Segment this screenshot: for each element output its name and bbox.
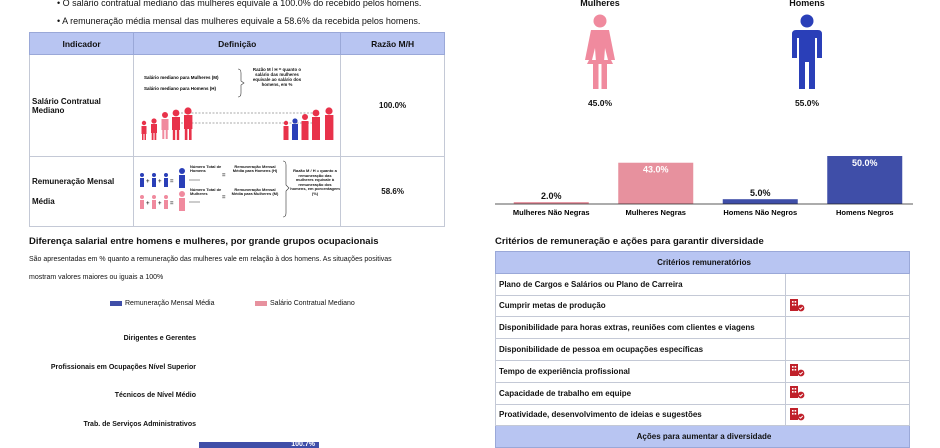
women-percent: 45.0% — [587, 98, 613, 108]
criteria-row — [496, 404, 910, 426]
brace-icon — [283, 161, 289, 217]
svg-text:=: = — [170, 179, 174, 185]
def-women-text: Salário mediano para Mulheres (M) — [144, 75, 219, 80]
criteria-mark — [786, 339, 910, 361]
legend-remuneration — [110, 300, 215, 307]
actions-header: Ações para aumentar a diversidade — [496, 426, 910, 448]
def-rem-women: Remuneração Mensal Média para Mulheres (M) — [231, 188, 279, 197]
partial-bar — [199, 442, 319, 448]
header-definition: Definição — [134, 33, 341, 55]
man-icon — [790, 14, 824, 90]
building-check-icon — [789, 363, 805, 377]
def-men-text: Salário mediano para Homens (H) — [144, 86, 217, 91]
criteria-mark — [786, 382, 910, 404]
women-people-icon — [142, 107, 193, 140]
definition-salary — [134, 55, 341, 157]
header-indicator: Indicador — [30, 33, 134, 55]
bar-value-label: 43.0% — [642, 164, 669, 175]
legend-swatch-pink — [255, 301, 267, 306]
criteria-label: Disponibilidade de pessoa em ocupações específicas — [496, 339, 786, 361]
occupational-desc-2: mostram valores maiores ou iguais a 100% — [29, 274, 164, 281]
indicator-remuneration-line1: Remuneração Mensal — [32, 176, 115, 186]
svg-text:=: = — [222, 173, 226, 179]
def-num-men: Número Total de Homens — [190, 165, 222, 174]
bar-category-label: Mulheres Negras — [625, 208, 686, 217]
building-check-icon — [789, 385, 805, 399]
svg-text:=: = — [222, 195, 226, 201]
indicator-remuneration — [30, 157, 134, 227]
women-label: Mulheres — [580, 0, 620, 8]
legend-swatch-blue — [110, 301, 122, 306]
criteria-mark — [786, 404, 910, 426]
svg-text:=: = — [170, 201, 174, 207]
definition-remuneration — [134, 157, 341, 227]
partial-bar-label: 100.7% — [291, 441, 315, 448]
brace-icon — [238, 69, 244, 97]
woman-icon — [583, 14, 617, 90]
criteria-row — [496, 382, 910, 404]
criteria-label: Proatividade, desenvolvimento de ideias e sugestões — [496, 404, 786, 426]
bar-value-label: 5.0% — [749, 188, 771, 199]
bar-2 — [723, 199, 798, 204]
building-check-icon — [789, 407, 805, 421]
salary-definition-illustration — [134, 55, 340, 154]
bar-category-label: Homens Não Negros — [723, 208, 798, 217]
legend-salary — [255, 300, 355, 307]
occupational-title: Diferença salarial entre homens e mulheres, por grande grupos ocupacionais — [29, 236, 379, 247]
bar-category-label: Homens Negros — [835, 208, 894, 217]
ratio-salary: 100.0% — [341, 55, 445, 157]
indicator-table — [29, 32, 445, 227]
criteria-row — [496, 360, 910, 382]
group-profissionais: Profissionais em Ocupações Nível Superior — [50, 364, 196, 371]
criteria-label: Tempo de experiência profissional — [496, 360, 786, 382]
men-people-icon — [284, 107, 334, 140]
bullet-salary: • O salário contratual mediano das mulheres equivale a 100.0% do recebido pelos homens. — [57, 0, 422, 8]
men-sum-icon — [140, 168, 185, 188]
criteria-row — [496, 273, 910, 295]
women-sum-icon — [140, 191, 185, 211]
def-rem-men: Remuneração Mensal Média para Homens (H) — [232, 165, 278, 174]
def-ratio-remuneration: Razão M / H = quanto a remuneração das mulheres equivale à remuneração dos homens, em porcentagem (%) — [290, 169, 340, 196]
criteria-title: Critérios de remuneração e ações para garantir diversidade — [495, 236, 764, 247]
criteria-mark — [786, 273, 910, 295]
bar-category-label: Mulheres Não Negras — [512, 208, 590, 217]
def-num-women: Número Total de Mulheres — [190, 188, 222, 197]
men-label: Homens — [789, 0, 825, 8]
criteria-label: Capacidade de trabalho em equipe — [496, 382, 786, 404]
criteria-row — [496, 339, 910, 361]
svg-text:+: + — [146, 179, 150, 185]
svg-text:+: + — [158, 179, 162, 185]
men-percent: 55.0% — [794, 98, 820, 108]
criteria-mark — [786, 295, 910, 317]
occupational-desc-1: São apresentadas em % quanto a remuneração das mulheres vale em relação à dos homens. As situações positivas — [29, 256, 392, 263]
svg-text:+: + — [146, 201, 150, 207]
ratio-remuneration: 58.6% — [341, 157, 445, 227]
bullet-remuneration: • A remuneração média mensal das mulheres equivale a 58.6% da recebida pelos homens. — [57, 16, 421, 26]
def-ratio-text: Razão M / H = quanto o salário das mulheres equivale ao salário dos homens, em % — [253, 67, 302, 87]
criteria-label: Disponibilidade para horas extras, reuniões com clientes e viagens — [496, 317, 786, 339]
criteria-label: Cumprir metas de produção — [496, 295, 786, 317]
criteria-mark — [786, 317, 910, 339]
race-gender-bars — [495, 150, 913, 220]
building-check-icon — [789, 298, 805, 312]
remuneration-definition-illustration — [134, 157, 340, 224]
group-tecnicos: Técnicos de Nível Médio — [114, 392, 196, 399]
criteria-row — [496, 295, 910, 317]
criteria-table — [495, 251, 910, 448]
legend-salary-label: Salário Contratual Mediano — [270, 300, 355, 307]
race-gender-chart — [495, 150, 913, 220]
criteria-row — [496, 317, 910, 339]
indicator-remuneration-line2: Média — [32, 196, 55, 206]
bar-value-label: 50.0% — [851, 158, 878, 168]
group-dirigentes: Dirigentes e Gerentes — [123, 335, 196, 342]
header-ratio: Razão M/H — [341, 33, 445, 55]
criteria-header: Critérios remuneratórios — [496, 252, 910, 274]
criteria-label: Plano de Cargos e Salários ou Plano de Carreira — [496, 273, 786, 295]
indicator-salary: Salário Contratual Mediano — [30, 55, 134, 157]
bar-value-label: 2.0% — [540, 191, 562, 202]
legend-remuneration-label: Remuneração Mensal Média — [125, 300, 215, 307]
svg-text:+: + — [158, 201, 162, 207]
criteria-mark — [786, 360, 910, 382]
group-trab-servicos: Trab. de Serviços Administrativos — [83, 421, 196, 428]
